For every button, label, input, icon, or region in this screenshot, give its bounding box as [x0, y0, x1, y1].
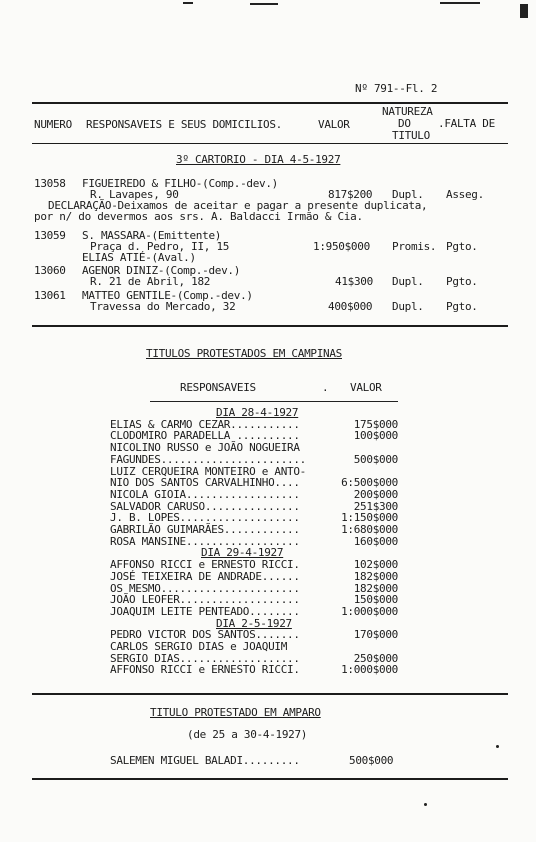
entry-numero: 13058 [34, 177, 66, 190]
campinas-responsavel: ROSA MANSINE.................. [110, 534, 300, 548]
entry-falta: Pgto. [446, 300, 478, 313]
entry-address: R. 21 de Abril, 182 [90, 275, 211, 288]
amparo-name: SALEMEN MIGUEL BALADI......... [110, 754, 300, 767]
section-rule [32, 325, 508, 327]
campinas-responsavel: PEDRO VICTOR DOS SANTOS....... [110, 628, 300, 642]
amparo-subtitle: (de 25 a 30-4-1927) [187, 728, 308, 741]
campinas-responsavel: CARLOS SERGIO DIAS e JOAQUIM [110, 640, 288, 653]
campinas-valor: 102$000 [353, 558, 398, 572]
campinas-col-responsaveis: RESPONSAVEIS [180, 381, 256, 394]
campinas-valor: 251$300 [353, 499, 398, 513]
entry-declaracao: por n/ do devermos aos srs. A. Baldacci Irmão & Cia. [34, 210, 363, 223]
campinas-responsavel: JOSÉ TEIXEIRA DE ANDRADE...... [110, 569, 300, 583]
campinas-col-valor: VALOR [350, 381, 382, 394]
campinas-dia-heading: DIA 2-5-1927 [216, 616, 292, 630]
campinas-responsavel: FAGUNDES....................... [110, 452, 306, 466]
top-rule [32, 102, 508, 104]
header-natureza-2: DO [398, 117, 411, 130]
campinas-responsavel: SALVADOR CARUSO............... [110, 499, 300, 513]
campinas-valor: 175$000 [353, 417, 398, 431]
campinas-valor: 500$000 [353, 452, 398, 466]
entry-address: Travessa do Mercado, 32 [90, 300, 236, 313]
campinas-responsavel: J. B. LOPES................... [110, 511, 300, 525]
campinas-responsavel: JOAQUIM LEITE PENTEADO........ [110, 604, 300, 618]
campinas-valor: 100$000 [353, 429, 398, 443]
entry-valor: 1:950$000 [313, 240, 370, 253]
campinas-responsavel: JOÃO LEOFER................... [110, 593, 300, 607]
campinas-valor: 1:000$000 [341, 663, 398, 677]
header-natureza-1: NATUREZA [382, 105, 433, 118]
campinas-responsavel: NICOLA GIOIA.................. [110, 487, 300, 501]
entry-falta: Pgto. [446, 275, 478, 288]
campinas-responsavel: LUIZ CERQUEIRA MONTEIRO e ANTO- [110, 464, 306, 478]
entry-address: Praça d. Pedro, II, 15 [90, 240, 230, 253]
campinas-responsavel: AFFONSO RICCI e ERNESTO RICCI. [110, 663, 300, 677]
campinas-valor: 170$000 [353, 628, 398, 642]
header-numero: NUMERO [34, 118, 72, 131]
entry-falta: Pgto. [446, 240, 478, 253]
header-natureza-3: TITULO [392, 129, 430, 142]
campinas-header-rule [150, 401, 398, 402]
scan-mark [496, 745, 499, 748]
campinas-responsavel: OS MESMO...................... [110, 581, 300, 595]
page-reference: Nº 791--Fl. 2 [355, 82, 438, 95]
campinas-dia-heading: DIA 29-4-1927 [201, 546, 284, 560]
entry-declaracao: DECLARAÇÃO-Deixamos de aceitar e pagar a presente duplicata, [48, 199, 428, 212]
campinas-responsavel: ELIAS & CARMO CEZAR........... [110, 417, 300, 431]
campinas-valor: 6:500$000 [341, 476, 398, 490]
amparo-valor: 500$000 [349, 754, 394, 767]
entry-natureza: Dupl. [392, 188, 424, 201]
entry-name: FIGUEIREDO & FILHO-(Comp.-dev.) [82, 177, 278, 190]
campinas-valor: 1:680$000 [341, 523, 398, 536]
entry-valor: 41$300 [335, 275, 373, 288]
entry-numero: 13059 [34, 229, 66, 242]
campinas-responsavel: SERGIO DIAS................... [110, 651, 300, 665]
scan-mark [424, 803, 427, 806]
header-valor: VALOR [318, 118, 350, 131]
entry-natureza: Dupl. [392, 275, 424, 288]
campinas-valor: 160$000 [353, 534, 398, 548]
campinas-valor: 182$000 [353, 569, 398, 583]
entry-aval: ELIAS ATIÉ-(Aval.) [82, 251, 196, 264]
scan-mark [250, 3, 278, 5]
entry-name: MATTEO GENTILE-(Comp.-dev.) [82, 289, 253, 302]
campinas-responsavel: GABRILÃO GUIMARÃES............ [110, 523, 300, 536]
header-responsaveis: RESPONSAVEIS E SEUS DOMICILIOS. [86, 118, 282, 131]
entry-falta: Asseg. [446, 188, 484, 201]
campinas-col-separator: . [322, 381, 329, 394]
header-rule [32, 143, 508, 144]
entry-numero: 13060 [34, 264, 66, 277]
entry-valor: 817$200 [328, 188, 373, 201]
campinas-dia-heading: DIA 28-4-1927 [216, 406, 299, 419]
header-falta: .FALTA DE [438, 117, 495, 130]
section-rule [32, 693, 508, 695]
campinas-valor: 1:150$000 [341, 511, 398, 525]
campinas-valor: 150$000 [353, 593, 398, 607]
entry-name: S. MASSARA-(Emittente) [82, 229, 222, 242]
scan-mark [440, 2, 480, 4]
cartorio-heading: 3º CARTORIO - DIA 4-5-1927 [176, 153, 341, 166]
campinas-responsavel: CLODOMIRO PARADELLA .......... [110, 429, 300, 443]
entry-name: AGENOR DINIZ-(Comp.-dev.) [82, 264, 241, 277]
scan-mark [520, 4, 528, 18]
campinas-responsavel: NIO DOS SANTOS CARVALHINHO.... [110, 476, 300, 490]
entry-valor: 400$000 [328, 300, 373, 313]
campinas-responsavel: NICOLINO RUSSO e JOÃO NOGUEIRA [110, 441, 300, 455]
campinas-valor: 250$000 [353, 651, 398, 665]
bottom-rule [32, 778, 508, 780]
campinas-valor: 200$000 [353, 487, 398, 501]
campinas-title: TITULOS PROTESTADOS EM CAMPINAS [146, 347, 342, 360]
entry-natureza: Promis. [392, 240, 437, 253]
campinas-responsavel: AFFONSO RICCI e ERNESTO RICCI. [110, 558, 300, 572]
entry-numero: 13061 [34, 289, 66, 302]
amparo-title: TITULO PROTESTADO EM AMPARO [150, 706, 321, 719]
entry-natureza: Dupl. [392, 300, 424, 313]
scan-mark [183, 2, 193, 4]
campinas-valor: 1:000$000 [341, 604, 398, 618]
entry-address: R. Lavapes, 90 [90, 188, 179, 201]
campinas-valor: 182$000 [353, 581, 398, 595]
